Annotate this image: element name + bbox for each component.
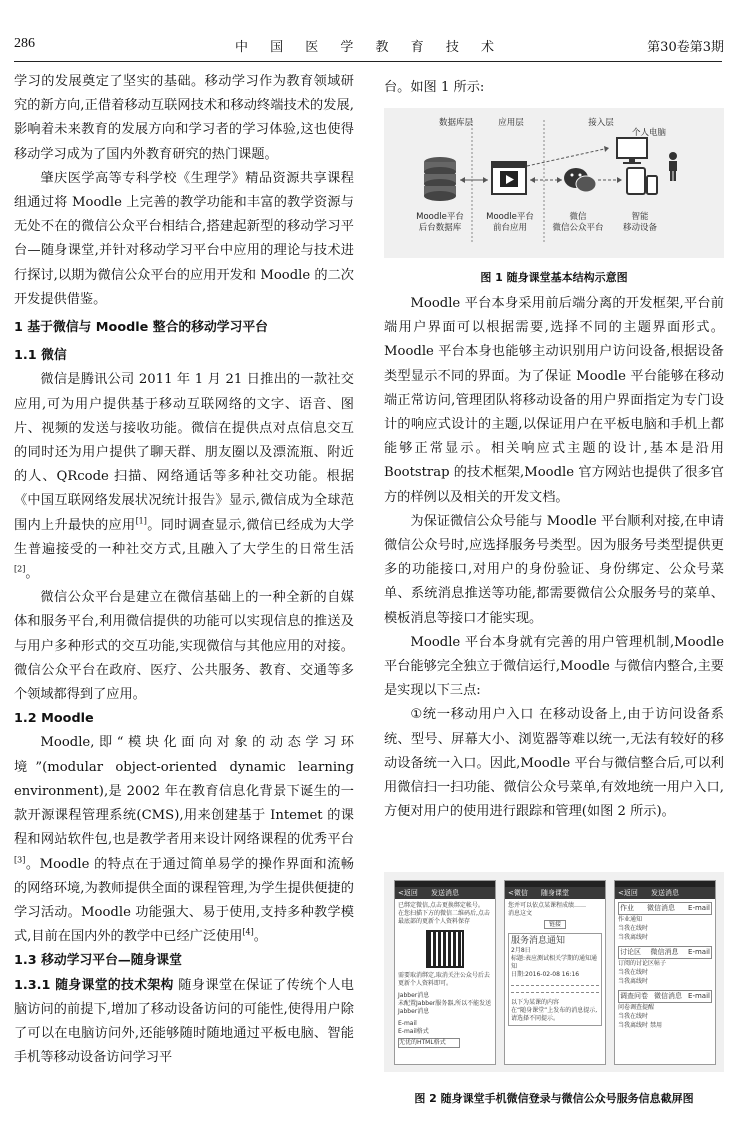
paragraph: 微信公众平台是建立在微信基础上的一种全新的自媒体和服务平台,利用微信提供的功能可以实现信息的推送及与用户多种形式的交互功能,实现微信与其他应用的对接。微信公众平台在政府、医疗、公共服务、教育、交通等多个领域都得到了应用。 bbox=[14, 590, 354, 703]
mobile-device-icon bbox=[627, 168, 657, 194]
figure-2-screenshots bbox=[384, 872, 724, 1072]
app-label: Moodle平台 前台应用 bbox=[486, 212, 534, 233]
qr-code-icon bbox=[426, 930, 464, 968]
back-link[interactable]: <微信 bbox=[508, 889, 528, 897]
person-icon bbox=[669, 152, 677, 181]
citation: [1] bbox=[135, 516, 147, 526]
layer-label: 接入层 bbox=[588, 118, 614, 128]
paragraph: 台。如图 1 所示: bbox=[384, 80, 485, 95]
back-link[interactable]: <返回 bbox=[618, 889, 638, 897]
section-heading-1-3: 1.3 移动学习平台—随身课堂 bbox=[14, 953, 182, 969]
paragraph: 微信是腾讯公司 2011 年 1 月 21 日推出的一款社交应用,可为用户提供基于移动互联网络的文字、语音、图片、视频的发送与接收功能。微信在提供点对点信息交互的同时还为用户提供了聊天群、朋友圈以及漂流瓶、附近的人、QRcode 扫描、网络通话等多种社交功能。根据《中国互联网络发展状况统计报告》显示,微信成为全球范围内上升最快的应用[1]。同时调查显示,微信已经成为大学生普遍接受的一种社交方式,且融入了大学生的日常生活[2]。 bbox=[14, 372, 354, 582]
citation: [3] bbox=[14, 855, 26, 865]
section-heading-1-3-1: 1.3.1 随身课堂的技术架构 bbox=[14, 977, 174, 993]
database-icon bbox=[424, 157, 456, 201]
section-heading-1-1: 1.1 微信 bbox=[14, 348, 67, 364]
phone-screenshot-2: <微信 随身课堂 您并可以依点某课程成绩…… 消息这文 链接 服务消息通知 2月8日 标题:表应测试相关学期的通知通知 日期:2016-02-08 16:16 以下为某课的内容 在“随身课堂”上发布的消息提示,请选择不同提示。 bbox=[504, 880, 606, 1065]
journal-name: 中 国 医 学 教 育 技 术 bbox=[235, 40, 503, 55]
right-column-top bbox=[384, 76, 724, 100]
desktop-computer-icon bbox=[617, 138, 647, 164]
mobile-label: 智能 移动设备 bbox=[622, 212, 657, 233]
pc-label: 个人电脑 bbox=[631, 128, 666, 138]
phone-screenshot-3: <返回 发送消息 作业 微信消息 E-mail 作业通知 当我在线时 当我离线时 讨论区 微信消息 E-mail 订阅的讨论区帖子 当我在线时 当我离线时 调查问卷 微信消息 E-mail 问卷调查提醒 当我在线时 当我离线时 禁用 bbox=[614, 880, 716, 1065]
volume-issue: 第30卷第3期 bbox=[647, 40, 724, 55]
right-column bbox=[384, 292, 724, 824]
left-column bbox=[14, 70, 354, 1070]
back-link[interactable]: <返回 bbox=[398, 889, 418, 897]
format-select[interactable]: 无优的HTML格式 bbox=[398, 1038, 460, 1048]
paragraph: 肇庆医学高等专科学校《生理学》精品资源共享课程组通过将 Moodle 上完善的教学功能和丰富的教学资源与无处不在的微信公众平台相结合,搭建起新型的移动学习平台—随身课堂,并针对移动学习平台中应用的理论与技术进行探讨,以期为微信公众平台的应用开发和 Moodle 的二次开发提供借鉴。 bbox=[14, 170, 354, 307]
section-heading-1-2: 1.2 Moodle bbox=[14, 711, 94, 727]
layer-label: 数据库层 bbox=[438, 118, 473, 128]
section-heading-1: 1 基于微信与 Moodle 整合的移动学习平台 bbox=[14, 320, 268, 336]
paragraph: Moodle,即“模块化面向对象的动态学习环境”(modular object-oriented dynamic learning environment),是 2002 年在教育信息化背景下诞生的一款开源课程管理系统(CMS),用来创建基于 Intemet 的课程和网站软件包,也是教学者用来设计网络课程的优秀平台[3]。Moodle 的特点在于通过简单易学的操作界面和流畅的网络环境,为教师提供全面的课程管理,为学生提供便捷的学习活动。Moodle 功能强大、易于使用,支持多种教学模式,目前在国内外的教学中已经广泛使用[4]。 bbox=[14, 735, 354, 945]
header-rule bbox=[14, 61, 722, 62]
paragraph: 学习的发展奠定了坚实的基础。移动学习作为教育领域研究的新方向,正借着移动互联网技术和移动终端技术的发展,影响着未来教育的发展方向和学习者的学习体验,这也使得移动学习成为了国内外教育研究的热门课题。 bbox=[14, 74, 354, 162]
phone-screenshot-1: <返回 发送消息 已绑定微信,点击更换绑定帐号。 在您扫描下方的微信二维码后,点击最底部的更新个人资料保存 需要取消绑定,取消关注公众号后去更新个人资料即可。 Jabber消息 未配置Jabber服务器,所以不能发送Jabber消息 E-mail E-mail格式 无优的HTML格式 bbox=[394, 880, 496, 1065]
wechat-icon bbox=[564, 168, 596, 192]
figure-1-caption: 图 1 随身课堂基本结构示意图 bbox=[480, 271, 628, 284]
app-window-icon bbox=[492, 162, 526, 194]
citation: [2] bbox=[14, 564, 26, 574]
arrow bbox=[527, 148, 609, 166]
layer-label: 应用层 bbox=[498, 118, 524, 128]
figure-2-caption: 图 2 随身课堂手机微信登录与微信公众号服务信息截屏图 bbox=[414, 1092, 694, 1105]
page-header bbox=[14, 36, 724, 58]
citation: [4] bbox=[242, 927, 254, 937]
paragraph: ①统一移动用户入口 在移动设备上,由于访问设备系统、型号、屏幕大小、浏览器等难以统一,无法有较好的移动设备统一入口。因此,Moodle 平台与微信整合后,可以利用微信扫一扫功能、微信公众号菜单,有效地统一用户入口,方便对用户的使用进行跟踪和管理(如图 2 所示)。 bbox=[384, 707, 724, 820]
page-number: 286 bbox=[14, 36, 35, 51]
wechat-label: 微信 微信公众平台 bbox=[552, 212, 604, 233]
link-button[interactable]: 链接 bbox=[544, 920, 566, 929]
figure-1-architecture bbox=[384, 108, 724, 258]
paragraph: Moodle 平台本身就有完善的用户管理机制,Moodle 平台能够完全独立于微信运行,Moodle 与微信内整合,主要是实现以下三点: bbox=[384, 634, 724, 699]
paragraph: 为保证微信公众号能与 Moodle 平台顺利对接,在申请微信公众号时,应选择服务号类型。因为服务号类型提供更多的功能接口,对用户的身份验证、身份绑定、公众号菜单、系统消息推送等功能,都需要微信公众服务号的菜单、模板消息等接口才能实现。 bbox=[384, 513, 724, 626]
paragraph: 1.3.1 随身课堂的技术架构 随身课堂在保证了传统个人电脑访问的前提下,增加了移动设备访问的可能性,使得用户除了可以在电脑访问外,还能够随时随地通过平板电脑、智能手机等移动设备访问学习平 bbox=[14, 977, 354, 1066]
db-label: Moodle平台 后台数据库 bbox=[416, 212, 464, 233]
paragraph: Moodle 平台本身采用前后端分离的开发框架,平台前端用户界面可以根据需要,选择不同的主题界面形式。Moodle 平台本身也能够主动识别用户访问设备,根据设备类型显示不同的界面。为了保证 Moodle 平台能够在移动端正常访问,管理团队将移动设备的用户界面指定为专门设计的响应式设计的主题,以保证用户在平板电脑和手机上都能够正常显示。相关响应式主题的设计,基本是沿用 Bootstrap 的技术框架,Moodle 官方网站也提供了很多官方的样例以及相关的开发文档。 bbox=[384, 296, 724, 505]
